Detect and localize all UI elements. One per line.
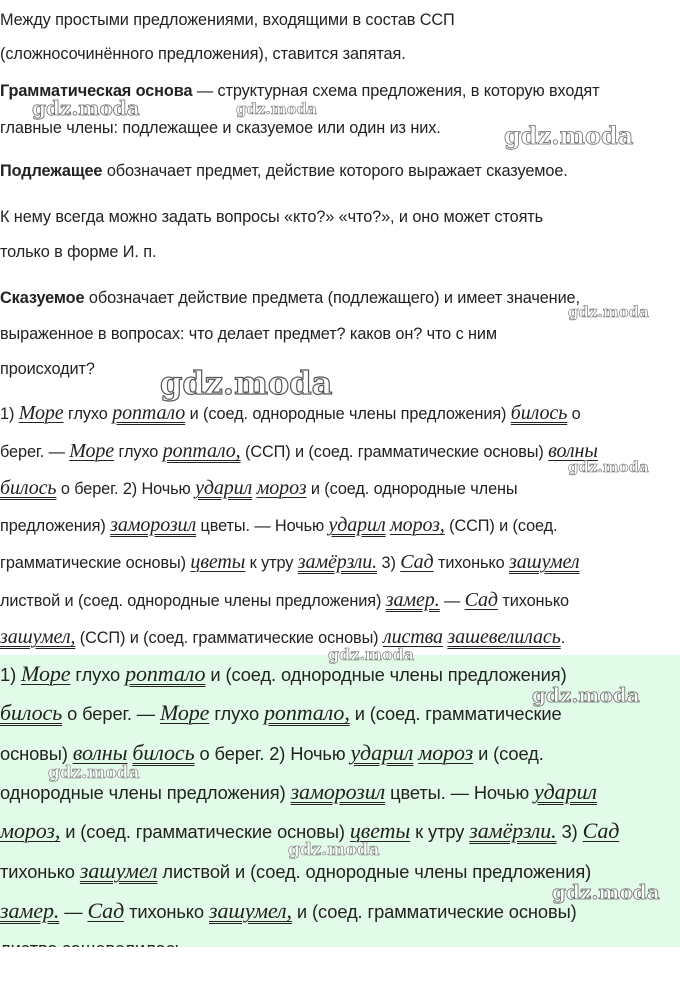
subject: Сад (87, 898, 125, 923)
watermark: gdz.moda (568, 303, 649, 321)
subject: волны (548, 440, 598, 462)
page-bottom (0, 947, 680, 982)
paragraph-line: выраженное в вопросах: что делает предмет? каков он? что с ним (0, 325, 498, 343)
analysis-line: предложения) заморозил цветы. — Ночью ударил мороз, (ССП) и (соед. (0, 514, 558, 536)
subject: мороз (256, 477, 307, 499)
predicate: ударил (350, 740, 414, 765)
predicate: ударил (195, 477, 253, 499)
subject: цветы (349, 818, 411, 843)
watermark: gdz.moda (288, 840, 380, 860)
answer-line: билось о берег. — Море глухо роптало, и (соед. грамматические (0, 700, 562, 725)
watermark: gdz.moda (160, 364, 333, 402)
definition-line: Сказуемое обозначает действие предмета (подлежащего) и имеет значение, (0, 289, 580, 307)
analysis-line: берег. — Море глухо роптало, (ССП) и (соед. грамматические основы) волны (0, 440, 598, 462)
subject: Сад (400, 551, 434, 573)
watermark: gdz.moda (532, 683, 640, 707)
subject: мороз, (0, 818, 61, 843)
predicate: замёрзли. (469, 818, 557, 843)
subject: волны (72, 740, 128, 765)
predicate: замер. (385, 589, 440, 611)
paragraph-line: (сложносочинённого предложения), ставится запятая. (0, 45, 406, 63)
answer-line: однородные члены предложения) заморозил цветы. — Ночью ударил (0, 779, 597, 804)
analysis-line: 1) Море глухо роптало и (соед. однородные члены предложения) билось о (0, 402, 581, 424)
paragraph-line: только в форме И. п. (0, 243, 157, 261)
predicate: роптало (112, 402, 186, 424)
predicate: зашумел, (208, 898, 292, 923)
answer-line: тихонько зашумел листвой и (соед. однородные члены предложения) (0, 858, 592, 883)
predicate: роптало, (264, 700, 350, 725)
predicate: роптало, (162, 440, 241, 462)
predicate: билось (0, 700, 63, 725)
watermark: gdz.moda (552, 880, 660, 904)
subject: Сад (582, 818, 620, 843)
subject: Сад (464, 589, 498, 611)
paragraph-line: главные члены: подлежащее и сказуемое или один из них. (0, 119, 441, 137)
predicate: билось (0, 477, 57, 499)
answer-line: 1) Море глухо роптало и (соед. однородные члены предложения) (0, 661, 567, 686)
predicate: ударил (534, 779, 597, 804)
subject: мороз, (390, 514, 445, 536)
paragraph-line: происходит? (0, 360, 95, 378)
watermark: gdz.moda (504, 121, 634, 150)
paragraph-line: Между простыми предложениями, входящими в состав ССП (0, 11, 455, 29)
subject: листва (382, 626, 443, 648)
watermark: gdz.moda (328, 645, 415, 664)
watermark: gdz.moda (48, 763, 140, 783)
subject: Море (21, 661, 71, 686)
answer-line: мороз, и (соед. грамматические основы) цветы к утру замёрзли. 3) Сад (0, 818, 620, 843)
analysis-line: билось о берег. 2) Ночью ударил мороз и (соед. однородные члены (0, 477, 518, 499)
predicate: заморозил (290, 779, 386, 804)
watermark: gdz.moda (32, 96, 140, 120)
watermark: gdz.moda (568, 458, 649, 476)
definition-line: Грамматическая основа — структурная схема предложения, в которую входят (0, 82, 600, 100)
analysis-line: зашумел, (ССП) и (соед. грамматические основы) листва зашевелилась. (0, 626, 566, 648)
predicate: заморозил (110, 514, 197, 536)
predicate: ударил (328, 514, 386, 536)
answer-line: основы) волны билось о берег. 2) Ночью ударил мороз и (соед. (0, 740, 544, 765)
analysis-line: листвой и (соед. однородные члены предложения) замер. — Сад тихонько (0, 589, 569, 611)
term: Грамматическая основа (0, 82, 193, 100)
predicate: замер. (0, 898, 60, 923)
subject: цветы (190, 551, 246, 573)
watermark: gdz.moda (236, 100, 317, 118)
predicate: замёрзли. (297, 551, 378, 573)
predicate: зашумел (509, 551, 580, 573)
predicate: роптало (125, 661, 206, 686)
predicate: зашевелилась (447, 626, 561, 648)
analysis-line: грамматические основы) цветы к утру замёрзли. 3) Сад тихонько зашумел (0, 551, 580, 573)
subject: мороз (418, 740, 474, 765)
term: Сказуемое (0, 289, 85, 307)
paragraph-line: К нему всегда можно задать вопросы «кто?» «что?», и оно может стоять (0, 208, 544, 226)
subject: Море (69, 440, 115, 462)
definition-line: Подлежащее обозначает предмет, действие которого выражает сказуемое. (0, 162, 568, 180)
predicate: билось (132, 740, 195, 765)
predicate: билось (510, 402, 568, 424)
subject: Море (159, 700, 210, 725)
term: Подлежащее (0, 162, 103, 180)
subject: Море (18, 402, 64, 424)
predicate: зашумел (79, 858, 158, 883)
predicate: зашумел, (0, 626, 76, 648)
answer-line: замер. — Сад тихонько зашумел, и (соед. грамматические основы) (0, 898, 577, 923)
